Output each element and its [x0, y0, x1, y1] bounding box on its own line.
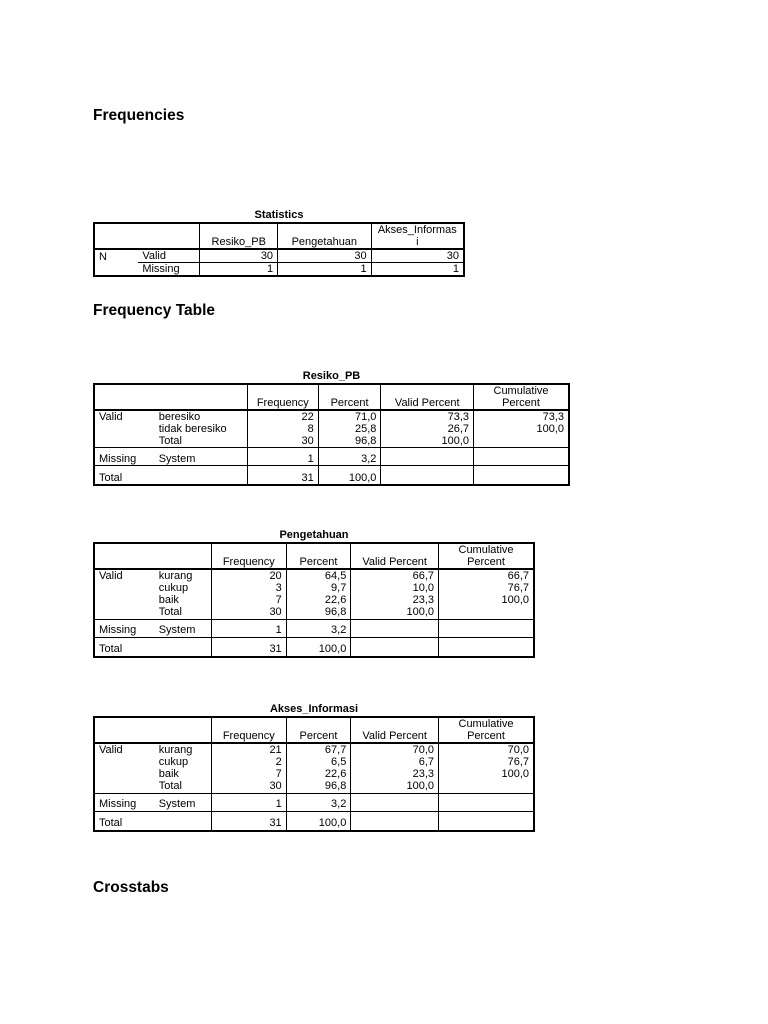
percent-cell: 67,7: [286, 743, 351, 756]
percent-cell: 96,8: [318, 435, 381, 448]
valid-percent-cell: [351, 811, 439, 831]
frequency-cell: 31: [247, 466, 318, 486]
header-percent: Percent: [286, 543, 351, 569]
cumulative-percent-cell: [439, 793, 534, 811]
valid-percent-cell: 100,0: [381, 435, 474, 448]
table-row: [94, 569, 534, 582]
category-label: kurang: [158, 570, 193, 583]
frequency-cell: 21: [211, 743, 286, 756]
cumulative-percent-cell: [474, 448, 569, 466]
header-percent: Percent: [318, 384, 381, 410]
percent-cell: 3,2: [286, 619, 351, 637]
frequency-cell: 8: [247, 423, 318, 435]
header-pengetahuan: Pengetahuan: [278, 223, 372, 249]
group-label-empty: [94, 582, 155, 594]
akses-informasi-title: Akses_Informasi: [269, 703, 359, 715]
percent-cell: 100,0: [318, 466, 381, 486]
header-valid-percent: Valid Percent: [381, 384, 474, 410]
percent-cell: 64,5: [286, 569, 351, 582]
header-cumulative-line1: Cumulative: [458, 544, 514, 556]
category-label: System: [155, 793, 212, 811]
header-cumulative-line2: Percent: [502, 397, 540, 410]
category-label: [155, 637, 212, 657]
percent-cell: 100,0: [286, 811, 351, 831]
header-cumulative-line2: Percent: [467, 730, 505, 743]
row-label: Missing: [138, 263, 200, 277]
percent-cell: 3,2: [318, 448, 381, 466]
statistics-title: Statistics: [254, 209, 304, 221]
pengetahuan-title: Pengetahuan: [279, 529, 349, 541]
statistics-row-valid: [94, 249, 464, 263]
cumulative-percent-cell: 70,0: [439, 743, 534, 756]
group-label-empty: [94, 423, 155, 435]
valid-percent-cell: 26,7: [381, 423, 474, 435]
resiko-pb-table: [93, 383, 570, 486]
value-cell: 30: [278, 249, 372, 263]
group-label-empty: [94, 780, 155, 793]
group-label-empty: [94, 435, 155, 448]
header-empty-cell: [94, 384, 155, 410]
cumulative-percent-cell: [439, 619, 534, 637]
frequency-cell: 7: [211, 594, 286, 606]
valid-percent-cell: 70,0: [351, 743, 439, 756]
table-row: [94, 410, 569, 423]
group-label-empty: [94, 594, 155, 606]
table-row-total: [94, 466, 569, 486]
resiko-pb-title: Resiko_PB: [302, 370, 361, 382]
category-label: cukup: [158, 582, 189, 595]
frequency-cell: 20: [211, 569, 286, 582]
statistics-table: [93, 222, 465, 277]
row-group-label: N: [99, 250, 107, 263]
header-akses-informasi: [371, 223, 464, 249]
header-cumulative-line1: Cumulative: [458, 718, 514, 730]
cumulative-percent-cell: 76,7: [439, 582, 534, 594]
header-frequency: Frequency: [247, 384, 318, 410]
percent-cell: 71,0: [318, 410, 381, 423]
cumulative-percent-cell: [439, 606, 534, 619]
frequency-cell: 30: [247, 435, 318, 448]
table-row: [94, 582, 534, 594]
frequency-cell: 31: [211, 811, 286, 831]
group-label-missing: Missing: [94, 793, 155, 811]
category-label: tidak beresiko: [158, 423, 227, 436]
header-row: [94, 543, 534, 569]
category-label: Total: [158, 435, 182, 448]
valid-percent-cell: [381, 448, 474, 466]
header-akses-line1: Akses_Informas: [377, 224, 457, 236]
table-row-missing: [94, 793, 534, 811]
category-label: [155, 811, 212, 831]
table-row-total: [94, 811, 534, 831]
percent-cell: 6,5: [286, 756, 351, 768]
table-row-total: [94, 637, 534, 657]
percent-cell: 9,7: [286, 582, 351, 594]
percent-cell: 22,6: [286, 768, 351, 780]
heading-frequencies: Frequencies: [93, 107, 185, 124]
statistics-row-missing: [94, 263, 464, 277]
cumulative-percent-cell: 76,7: [439, 756, 534, 768]
group-label-valid: Valid: [99, 570, 123, 583]
frequency-cell: 2: [211, 756, 286, 768]
table-row: [94, 435, 569, 448]
percent-cell: 22,6: [286, 594, 351, 606]
cumulative-percent-cell: 73,3: [474, 410, 569, 423]
group-label-empty: [94, 756, 155, 768]
header-valid-percent: Valid Percent: [351, 717, 439, 743]
category-label: Total: [158, 606, 182, 619]
row-group-label: [94, 263, 138, 277]
cumulative-percent-cell: [439, 637, 534, 657]
heading-frequency-table: Frequency Table: [93, 302, 216, 319]
category-label: kurang: [158, 744, 193, 757]
percent-cell: 3,2: [286, 793, 351, 811]
valid-percent-cell: 100,0: [351, 780, 439, 793]
group-label-missing: Missing: [94, 619, 155, 637]
header-empty-cell: [155, 384, 248, 410]
pengetahuan-table: [93, 542, 535, 658]
frequency-cell: 1: [211, 619, 286, 637]
table-row: [94, 768, 534, 780]
header-cumulative-line1: Cumulative: [493, 385, 549, 397]
header-row: [94, 384, 569, 410]
category-label: System: [155, 448, 248, 466]
header-cumulative-percent: [474, 384, 569, 410]
value-cell: 1: [371, 263, 464, 277]
table-row-missing: [94, 448, 569, 466]
category-label: baik: [158, 594, 179, 607]
header-valid-percent: Valid Percent: [351, 543, 439, 569]
valid-percent-cell: [381, 466, 474, 486]
table-row: [94, 606, 534, 619]
header-resiko-pb: Resiko_PB: [200, 223, 278, 249]
header-empty-cell: [94, 223, 138, 249]
group-label-total: Total: [94, 811, 155, 831]
category-label: System: [155, 619, 212, 637]
frequency-cell: 30: [211, 606, 286, 619]
value-cell: 30: [371, 249, 464, 263]
frequency-cell: 31: [211, 637, 286, 657]
table-row: [94, 780, 534, 793]
valid-percent-cell: 23,3: [351, 594, 439, 606]
valid-percent-cell: 10,0: [351, 582, 439, 594]
akses-informasi-table: [93, 716, 535, 832]
group-label-valid: Valid: [99, 411, 123, 424]
category-label: beresiko: [158, 411, 201, 424]
header-empty-cell: [94, 717, 155, 743]
table-row-missing: [94, 619, 534, 637]
percent-cell: 96,8: [286, 606, 351, 619]
group-label-empty: [94, 768, 155, 780]
cumulative-percent-cell: [474, 466, 569, 486]
header-empty-cell: [155, 717, 212, 743]
valid-percent-cell: [351, 793, 439, 811]
cumulative-percent-cell: [474, 435, 569, 448]
frequency-cell: 22: [247, 410, 318, 423]
header-percent: Percent: [286, 717, 351, 743]
category-label: baik: [158, 768, 179, 781]
valid-percent-cell: 100,0: [351, 606, 439, 619]
table-row: [94, 594, 534, 606]
cumulative-percent-cell: [439, 811, 534, 831]
frequency-cell: 30: [211, 780, 286, 793]
cumulative-percent-cell: [439, 780, 534, 793]
header-empty-cell: [138, 223, 200, 249]
percent-cell: 100,0: [286, 637, 351, 657]
header-empty-cell: [155, 543, 212, 569]
valid-percent-cell: 66,7: [351, 569, 439, 582]
valid-percent-cell: [351, 637, 439, 657]
row-label: Valid: [142, 250, 166, 263]
header-akses-line2: i: [416, 236, 419, 249]
valid-percent-cell: 6,7: [351, 756, 439, 768]
table-row: [94, 756, 534, 768]
group-label-total: Total: [94, 466, 155, 486]
value-cell: 30: [200, 249, 278, 263]
header-frequency: Frequency: [211, 717, 286, 743]
header-empty-cell: [94, 543, 155, 569]
header-cumulative-percent: [439, 543, 534, 569]
valid-percent-cell: 23,3: [351, 768, 439, 780]
statistics-header-row: [94, 223, 464, 249]
group-label-empty: [94, 606, 155, 619]
header-frequency: Frequency: [211, 543, 286, 569]
group-label-missing: Missing: [94, 448, 155, 466]
value-cell: 1: [278, 263, 372, 277]
header-row: [94, 717, 534, 743]
frequency-cell: 7: [211, 768, 286, 780]
header-cumulative-percent: [439, 717, 534, 743]
percent-cell: 96,8: [286, 780, 351, 793]
valid-percent-cell: [351, 619, 439, 637]
valid-percent-cell: 73,3: [381, 410, 474, 423]
frequency-cell: 3: [211, 582, 286, 594]
category-label: cukup: [158, 756, 189, 769]
category-label: Total: [158, 780, 182, 793]
heading-crosstabs: Crosstabs: [93, 879, 169, 896]
frequency-cell: 1: [247, 448, 318, 466]
frequency-cell: 1: [211, 793, 286, 811]
cumulative-percent-cell: 66,7: [439, 569, 534, 582]
group-label-valid: Valid: [99, 744, 123, 757]
cumulative-percent-cell: 100,0: [439, 594, 534, 606]
percent-cell: 25,8: [318, 423, 381, 435]
header-cumulative-line2: Percent: [467, 556, 505, 569]
category-label: [155, 466, 248, 486]
cumulative-percent-cell: 100,0: [439, 768, 534, 780]
table-row: [94, 743, 534, 756]
cumulative-percent-cell: 100,0: [474, 423, 569, 435]
value-cell: 1: [200, 263, 278, 277]
table-row: [94, 423, 569, 435]
group-label-total: Total: [94, 637, 155, 657]
